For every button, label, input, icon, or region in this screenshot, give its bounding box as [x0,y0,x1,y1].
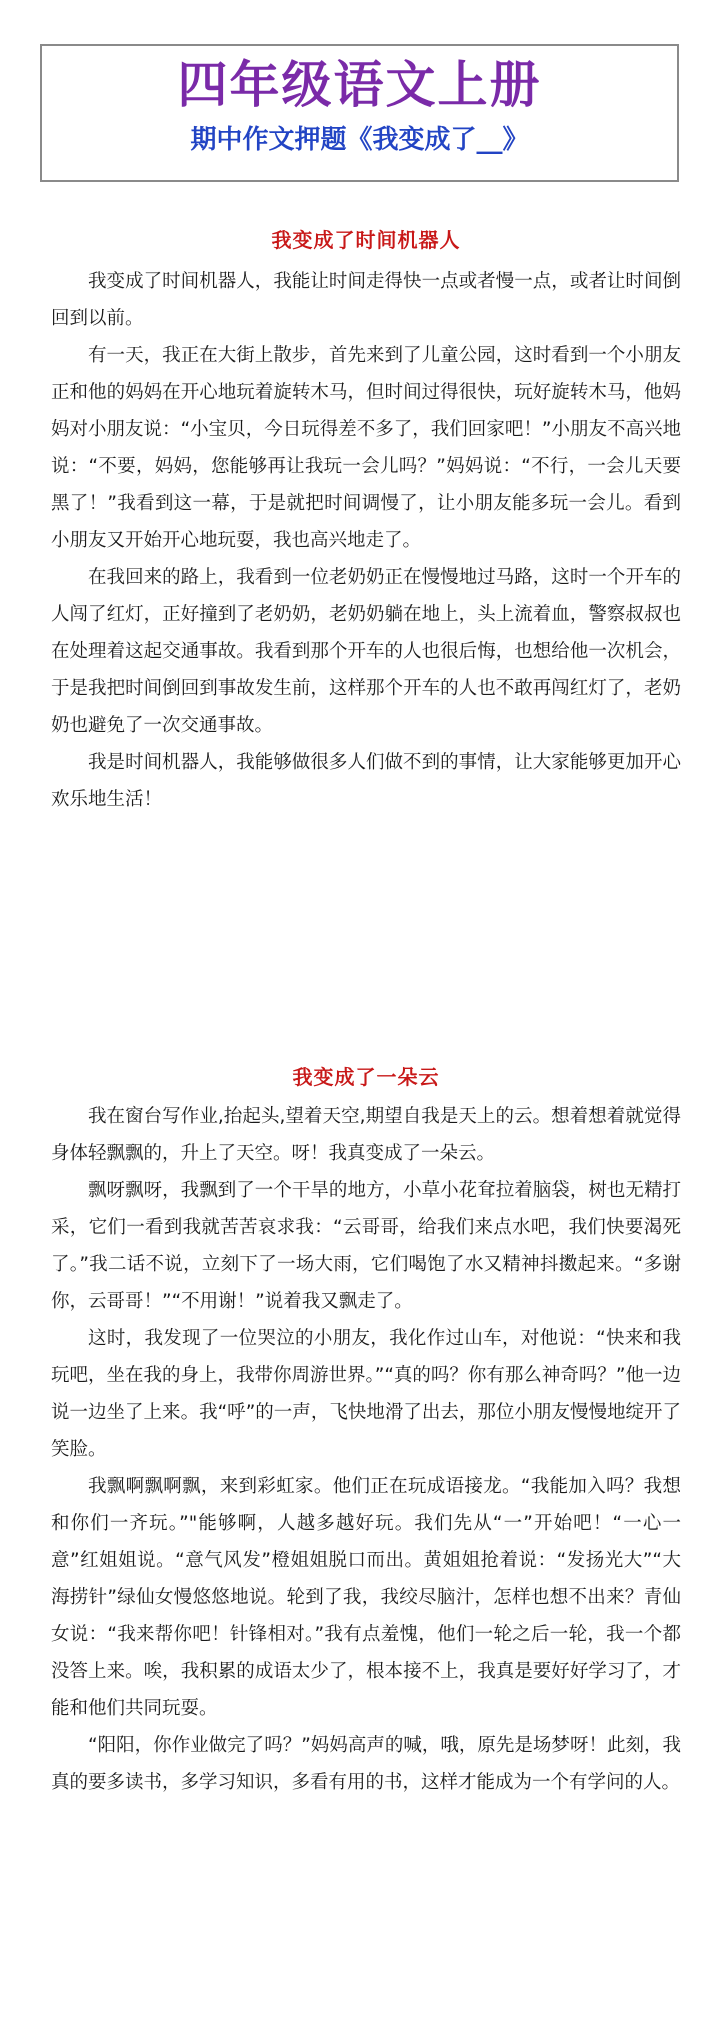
essay-paragraph: 在我回来的路上，我看到一位老奶奶正在慢慢地过马路，这时一个开车的人闯了红灯，正好撞到了老奶奶，老奶奶躺在地上，头上流着血，警察叔叔也在处理着这起交通事故。我看到那个开车的人也很后悔，也想给他一次机会，于是我把时间倒回到事故发生前，这样那个开车的人也不敢再闯红灯了，老奶奶也避免了一次交通事故。 [51,567,681,736]
title-box [40,44,679,182]
essay-title: 我变成了时间机器人 [271,228,461,252]
essay-paragraph: 我飘啊飘啊飘，来到彩虹家。他们正在玩成语接龙。“我能加入吗？我想和你们一齐玩。”"能够啊，人越多越好玩。我们先从“一”开始吧！“一心一意”红姐姐说。“意气风发”橙姐姐脱口而出。黄姐姐抢着说：“发扬光大”“大海捞针”绿仙女慢悠悠地说。轮到了我，我绞尽脑汁，怎样也想不出来？青仙女说：“我来帮你吧！针锋相对。”我有点羞愧，他们一轮之后一轮，我一个都没答上来。唉，我积累的成语太少了，根本接不上，我真是要好好学习了，才能和他们共同玩耍。 [51,1476,681,1719]
essay-time-robot [51,225,681,818]
essay-paragraph: 我在窗台写作业,抬起头,望着天空,期望自我是天上的云。想着想着就觉得身体轻飘飘的，升上了天空。呀！我真变成了一朵云。 [51,1106,681,1164]
essay-title: 我变成了一朵云 [292,1065,440,1089]
essay-paragraph: 这时，我发现了一位哭泣的小朋友，我化作过山车，对他说：“快来和我玩吧，坐在我的身上，我带你周游世界。”“真的吗？你有那么神奇吗？”他一边说一边坐了上来。我“呼”的一声，飞快地滑了出去，那位小朋友慢慢地绽开了笑脸。 [51,1328,682,1460]
essay-paragraph: “阳阳，你作业做完了吗？”妈妈高声的喊，哦，原先是场梦呀！此刻，我真的要多读书，多学习知识，多看有用的书，这样才能成为一个有学问的人。 [51,1735,681,1793]
essay-cloud [51,1062,681,1801]
page-subtitle: 期中作文押题《我变成了__》 [190,125,529,155]
essay-paragraph: 飘呀飘呀，我飘到了一个干旱的地方，小草小花耷拉着脑袋，树也无精打采，它们一看到我就苦苦哀求我：“云哥哥，给我们来点水吧，我们快要渴死了。”我二话不说，立刻下了一场大雨，它们喝饱了水又精神抖擞起来。“多谢你，云哥哥！”“不用谢！”说着我又飘走了。 [51,1180,681,1312]
page-title: 四年级语文上册 [177,55,542,114]
essay-paragraph: 有一天，我正在大街上散步，首先来到了儿童公园，这时看到一个小朋友正和他的妈妈在开心地玩着旋转木马，但时间过得很快，玩好旋转木马，他妈妈对小朋友说：“小宝贝，今日玩得差不多了，我们回家吧！”小朋友不高兴地说：“不要，妈妈，您能够再让我玩一会儿吗？”妈妈说：“不行，一会儿天要黑了！”我看到这一幕，于是就把时间调慢了，让小朋友能多玩一会儿。看到小朋友又开始开心地玩耍，我也高兴地走了。 [51,345,681,551]
essay-paragraph: 我变成了时间机器人，我能让时间走得快一点或者慢一点，或者让时间倒回到以前。 [51,271,681,329]
essay-paragraph: 我是时间机器人，我能够做很多人们做不到的事情，让大家能够更加开心欢乐地生活！ [51,752,681,810]
